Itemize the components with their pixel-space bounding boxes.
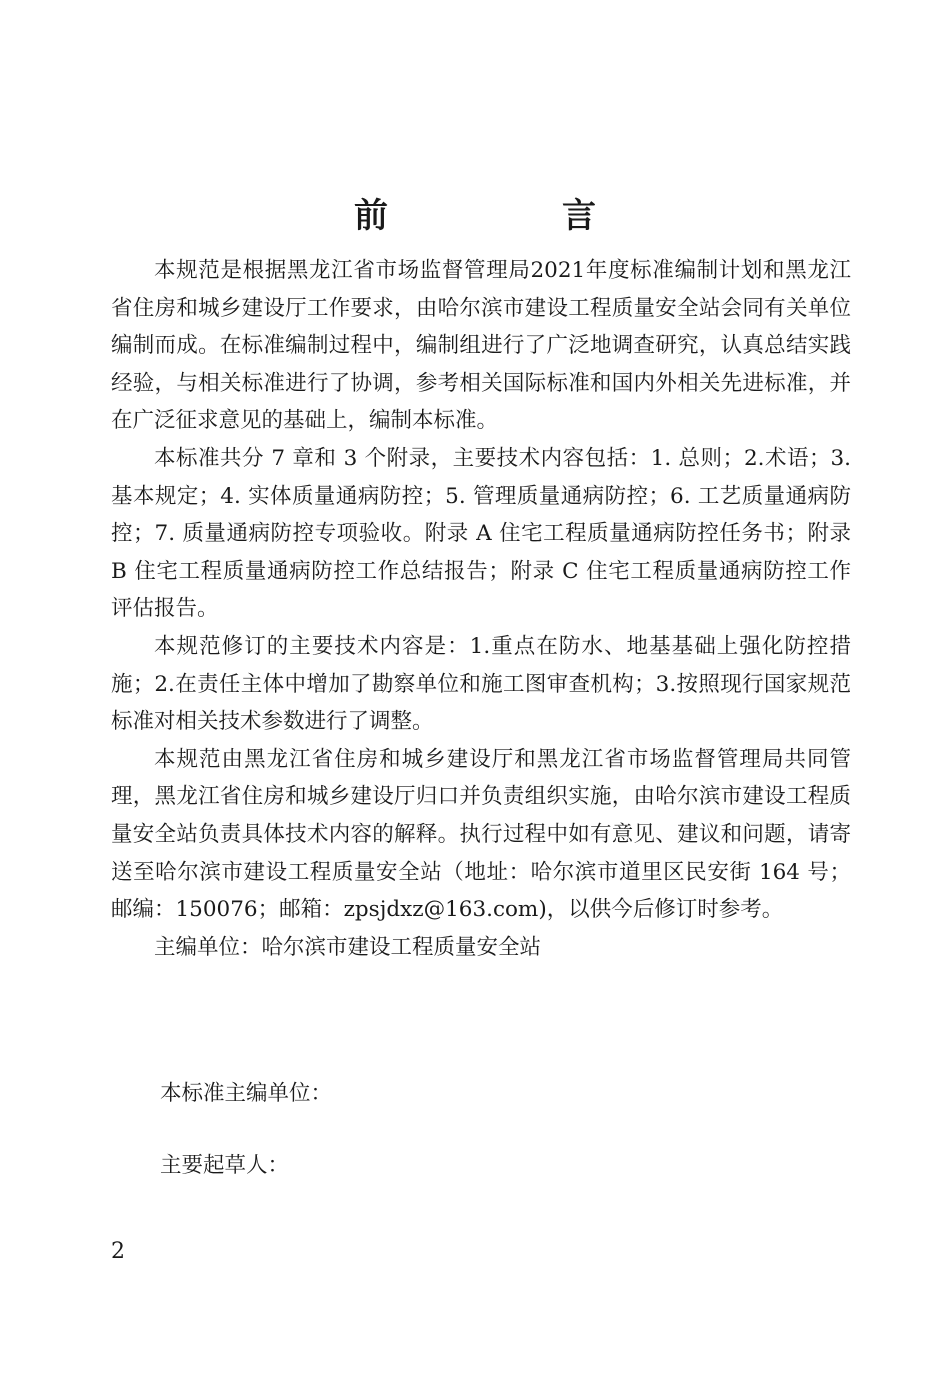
paragraph-management: 本规范由黑龙江省住房和城乡建设厅和黑龙江省市场监督管理局共同管理，黑龙江省住房和城乡建设厅归口并负责组织实施，由哈尔滨市建设工程质量安全站负责具体技术内容的解释。执行过程中如有意见、建议和问题，请寄送至哈尔滨市建设工程质量安全站（地址：哈尔滨市道里区民安街 164 号；邮编：150076；邮箱：zpsjdxz@163.com)，以供今后修订时参考。 [111,746,851,923]
paragraph-contents: 本标准共分 7 章和 3 个附录，主要技术内容包括：1. 总则；2.术语；3. 基本规定；4. 实体质量通病防控；5. 管理质量通病防控；6. 工艺质量通病防控；7. 质量通病防控专项验收。附录 A 住宅工程质量通病防控任务书；附录 B 住宅工程质量通病防控工作总结报告；附录 C 住宅工程质量通病防控工作评估报告。 [111,445,851,622]
paragraph-revisions: 本规范修订的主要技术内容是：1.重点在防水、地基基础上强化防控措施；2.在责任主体中增加了勘察单位和施工图审查机构；3.按照现行国家规范标准对相关技术参数进行了调整。 [111,633,851,735]
page-number: 2 [111,1239,125,1264]
preface-body [111,252,851,966]
page-title: 前 言 [354,196,666,236]
paragraph-editor: 主编单位：哈尔滨市建设工程质量安全站 [154,934,542,960]
drafters-label: 主要起草人： [160,1153,290,1178]
paragraph-basis: 本规范是根据黑龙江省市场监督管理局2021年度标准编制计划和黑龙江省住房和城乡建设厅工作要求，由哈尔滨市建设工程质量安全站会同有关单位编制而成。在标准编制过程中，编制组进行了广泛地调查研究，认真总结实践经验，与相关标准进行了协调，参考相关国际标准和国内外相关先进标准，并在广泛征求意见的基础上，编制本标准。 [111,258,851,434]
editor-unit-label: 本标准主编单位： [160,1081,333,1106]
